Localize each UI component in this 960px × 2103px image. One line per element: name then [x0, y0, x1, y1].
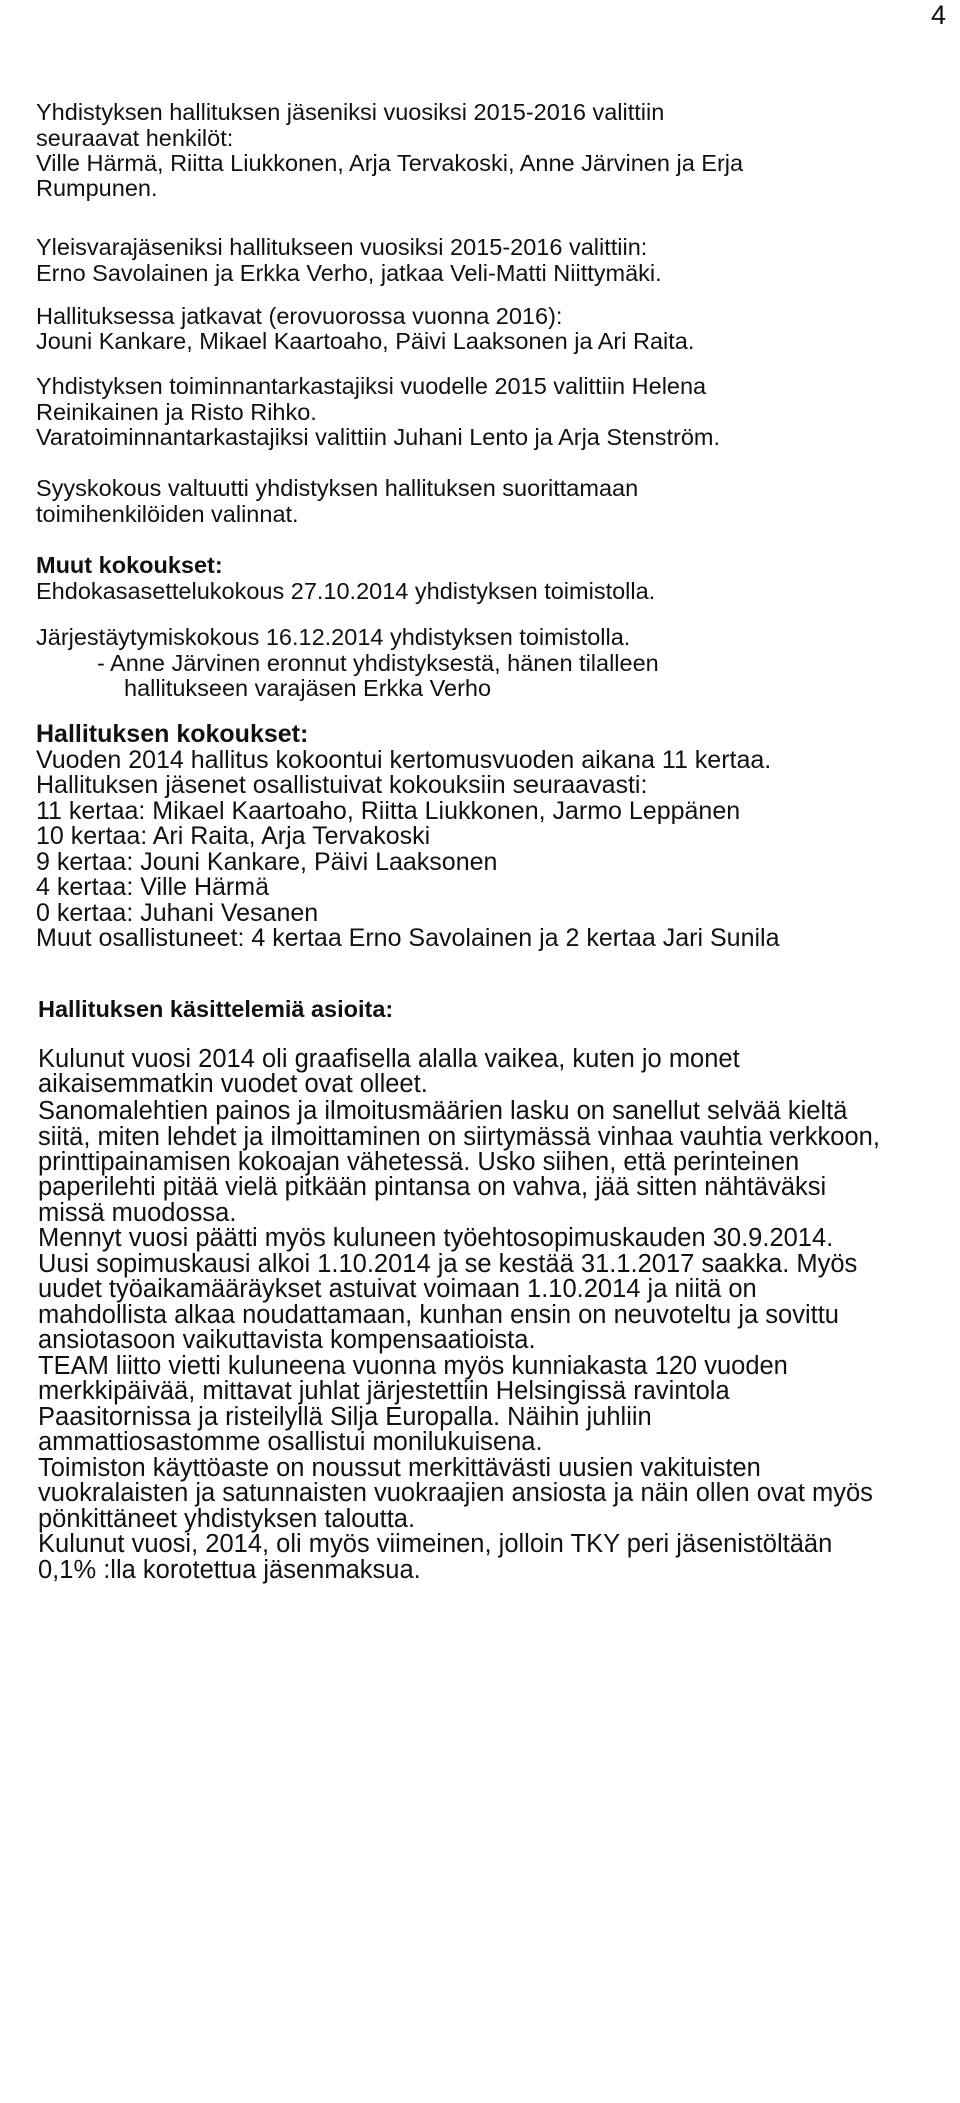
text-line: Erno Savolainen ja Erkka Verho, jatkaa Veli-Matti Niittymäki. — [36, 260, 662, 286]
text-line: Syyskokous valtuutti yhdistyksen hallituksen suorittamaan — [36, 475, 639, 501]
section-heading: Muut kokoukset: — [36, 552, 223, 578]
text-line: Yhdistyksen hallituksen jäseniksi vuosiksi 2015-2016 valittiin — [36, 99, 665, 125]
text-line: pönkittäneet yhdistyksen taloutta. — [38, 1505, 416, 1533]
text-line: Yleisvarajäseniksi hallitukseen vuosiksi 2015-2016 valittiin: — [36, 234, 648, 260]
text-line: printtipainamisen kokoajan vähetessä. Usko siihen, että perinteinen — [38, 1148, 800, 1176]
text-line: Reinikainen ja Risto Rihko. — [36, 399, 317, 425]
text-line: vuokralaisten ja satunnaisten vuokraajien ansiosta ja näin ollen ovat myös — [38, 1479, 873, 1507]
text-line: ansiotasoon vaikuttavista kompensaatioista. — [38, 1326, 536, 1354]
text-line: 9 kertaa: Jouni Kankare, Päivi Laaksonen — [36, 848, 498, 876]
text-line: hallitukseen varajäsen Erkka Verho — [124, 675, 492, 701]
text-line: Toimiston käyttöaste on noussut merkittävästi uusien vakituisten — [38, 1454, 761, 1482]
text-line: Rumpunen. — [36, 175, 158, 201]
text-line: Järjestäytymiskokous 16.12.2014 yhdistyksen toimistolla. — [36, 624, 631, 650]
text-line: merkkipäivää, mittavat juhlat järjestettiin Helsingissä ravintola — [38, 1377, 730, 1405]
text-line: mahdollista alkaa noudattamaan, kunhan ensin on neuvoteltu ja sovittu — [38, 1301, 839, 1329]
text-line: Kulunut vuosi 2014 oli graafisella alalla vaikea, kuten jo monet — [38, 1045, 740, 1073]
text-line: seuraavat henkilöt: — [36, 125, 234, 151]
text-line: Varatoiminnantarkastajiksi valittiin Juhani Lento ja Arja Stenström. — [36, 424, 721, 450]
text-line: Paasitornissa ja risteilyllä Silja Europalla. Näihin juhliin — [38, 1403, 652, 1431]
text-line: Hallituksen jäsenet osallistuivat kokouksiin seuraavasti: — [36, 771, 648, 799]
text-line: aikaisemmatkin vuodet ovat olleet. — [38, 1070, 428, 1098]
text-line: ammattiosastomme osallistui monilukuisena. — [38, 1428, 543, 1456]
text-line: Ville Härmä, Riitta Liukkonen, Arja Tervakoski, Anne Järvinen ja Erja — [36, 150, 744, 176]
text-line: Vuoden 2014 hallitus kokoontui kertomusvuoden aikana 11 kertaa. — [36, 746, 772, 774]
text-line: TEAM liitto vietti kuluneena vuonna myös kunniakasta 120 vuoden — [38, 1352, 788, 1380]
section-heading: Hallituksen käsittelemiä asioita: — [38, 996, 394, 1022]
text-line: 0,1% :lla korotettua jäsenmaksua. — [38, 1556, 421, 1584]
text-line: uudet työaikamääräykset astuivat voimaan 1.10.2014 ja niitä on — [38, 1275, 757, 1303]
text-line: Yhdistyksen toiminnantarkastajiksi vuodelle 2015 valittiin Helena — [36, 373, 707, 399]
text-line: Ehdokasasettelukokous 27.10.2014 yhdistyksen toimistolla. — [36, 578, 656, 604]
text-line: missä muodossa. — [38, 1199, 237, 1227]
text-line: Hallituksessa jatkavat (erovuorossa vuonna 2016): — [36, 303, 563, 329]
text-line: Jouni Kankare, Mikael Kaartoaho, Päivi Laaksonen ja Ari Raita. — [36, 328, 695, 354]
text-line: Muut osallistuneet: 4 kertaa Erno Savolainen ja 2 kertaa Jari Sunila — [36, 924, 780, 952]
text-line: toimihenkilöiden valinnat. — [36, 501, 299, 527]
text-line: 11 kertaa: Mikael Kaartoaho, Riitta Liukkonen, Jarmo Leppänen — [36, 797, 741, 825]
text-line: Sanomalehtien painos ja ilmoitusmäärien lasku on sanellut selvää kieltä — [38, 1097, 848, 1125]
text-line: Uusi sopimuskausi alkoi 1.10.2014 ja se kestää 31.1.2017 saakka. Myös — [38, 1250, 858, 1278]
text-line: Mennyt vuosi päätti myös kuluneen työehtosopimuskauden 30.9.2014. — [38, 1224, 834, 1252]
text-line: Kulunut vuosi, 2014, oli myös viimeinen, jolloin TKY peri jäsenistöltään — [38, 1530, 833, 1558]
text-line: paperilehti pitää vielä pitkään pintansa on vahva, jää sitten nähtäväksi — [38, 1173, 827, 1201]
text-line: 10 kertaa: Ari Raita, Arja Tervakoski — [36, 822, 431, 850]
text-line: 4 kertaa: Ville Härmä — [36, 873, 269, 901]
text-line: 0 kertaa: Juhani Vesanen — [36, 899, 319, 927]
text-line: - Anne Järvinen eronnut yhdistyksestä, hänen tilalleen — [97, 650, 659, 676]
text-line: siitä, miten lehdet ja ilmoittaminen on siirtymässä vinhaa vauhtia verkkoon, — [38, 1123, 880, 1151]
section-heading: Hallituksen kokoukset: — [36, 720, 309, 748]
page-number: 4 — [930, 0, 946, 30]
